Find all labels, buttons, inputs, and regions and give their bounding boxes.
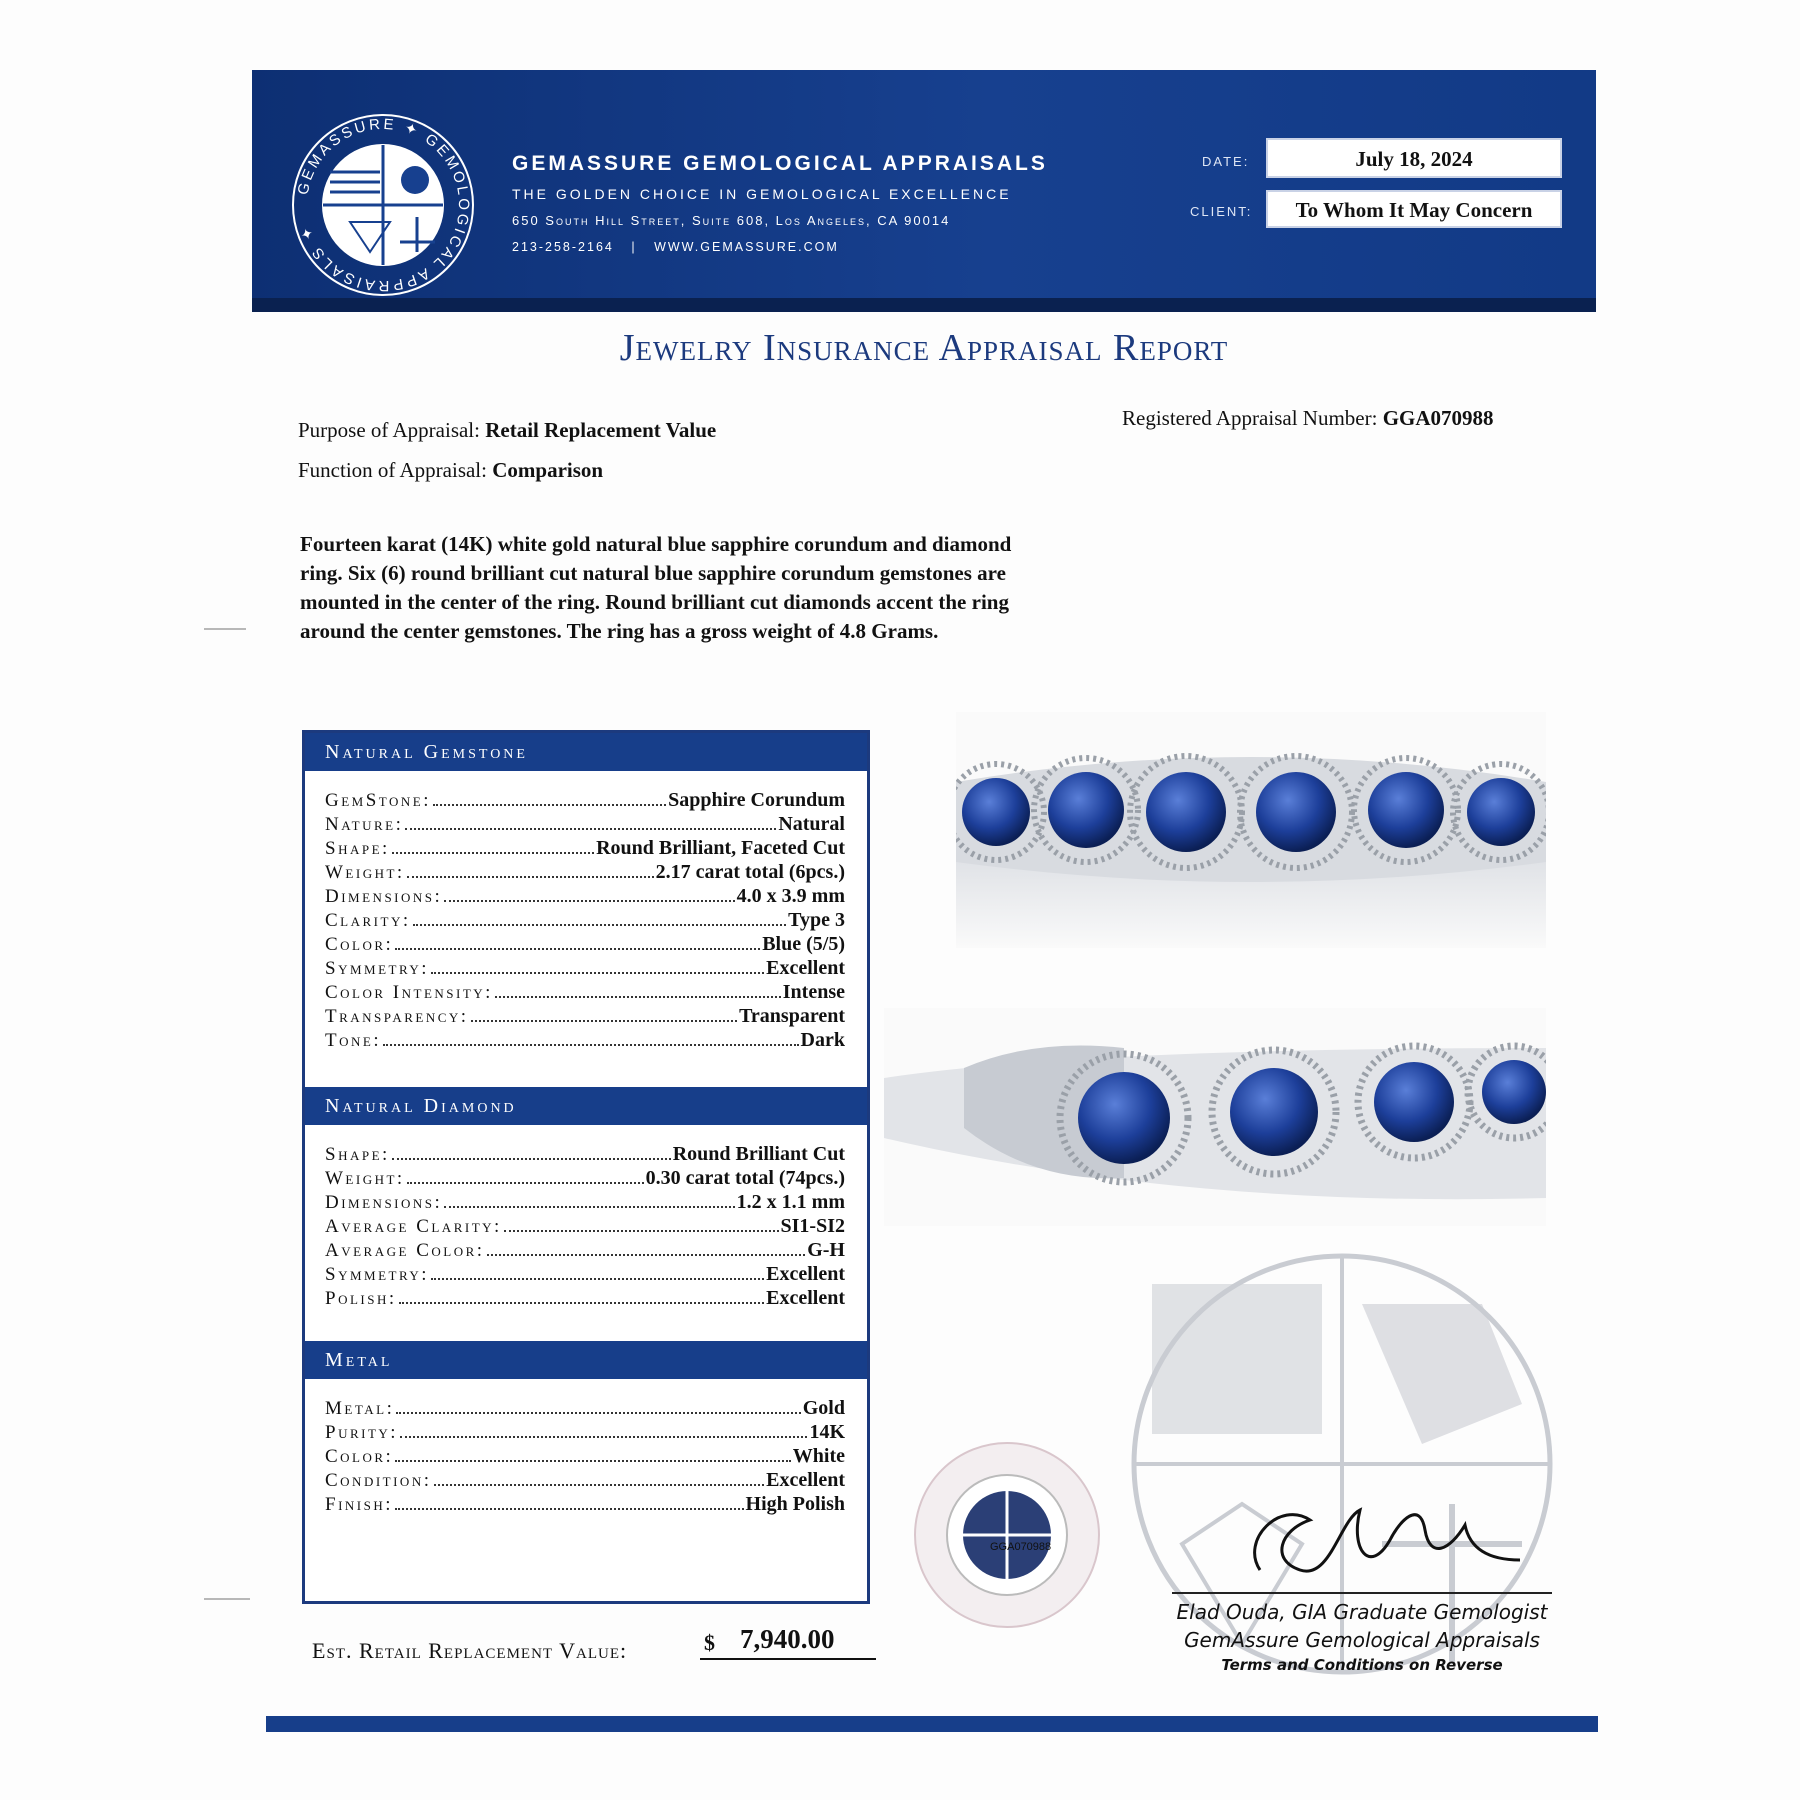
gemstone-row-label: Clarity: (325, 910, 411, 931)
registered-label: Registered Appraisal Number: (1122, 406, 1378, 430)
leader-dots (392, 852, 594, 854)
gemstone-row-label: Nature: (325, 814, 404, 835)
metal-row-value: Gold (802, 1397, 845, 1419)
signature-image (1220, 1480, 1550, 1592)
leader-dots (495, 996, 781, 998)
gemstone-row-label: Weight: (325, 862, 405, 883)
purpose-of-appraisal (298, 418, 716, 443)
company-name: GEMASSURE GEMOLOGICAL APPRAISALS (512, 152, 1048, 175)
gemstone-row-label: Symmetry: (325, 958, 430, 979)
gemstone-row-value: Excellent (766, 957, 845, 979)
gemstone-row-label: Color: (325, 934, 394, 955)
retail-value-currency: $ (704, 1630, 715, 1655)
gemstone-row (325, 813, 845, 837)
gemstone-row-value: Sapphire Corundum (668, 789, 845, 811)
gemstone-row (325, 909, 845, 933)
leader-dots (487, 1254, 806, 1256)
metal-row-value: 14K (809, 1421, 845, 1443)
function-value: Comparison (492, 458, 604, 482)
metal-row-label: Metal: (325, 1398, 395, 1419)
section-header-diamond: Natural Diamond (305, 1087, 867, 1125)
gemstone-row-value: 2.17 carat total (6pcs.) (655, 861, 845, 883)
gemstone-row (325, 861, 845, 885)
gemstone-row-label: GemStone: (325, 790, 431, 811)
metal-row-label: Finish: (325, 1494, 394, 1515)
gemstone-row (325, 1029, 845, 1053)
leader-dots (395, 1508, 744, 1510)
leader-dots (392, 1158, 671, 1160)
diamond-row-value: Round Brilliant Cut (672, 1143, 845, 1165)
company-phone: 213-258-2164 (512, 240, 614, 254)
gemstone-rows (325, 789, 845, 1053)
diamond-row-label: Average Color: (325, 1240, 485, 1261)
metal-row-label: Purity: (325, 1422, 399, 1443)
retail-value-underline (700, 1658, 876, 1660)
metal-row (325, 1493, 845, 1517)
leader-dots (434, 1484, 765, 1486)
gemstone-row-label: Tone: (325, 1030, 382, 1051)
diamond-row-value: G-H (807, 1239, 845, 1261)
specifications-table (302, 730, 870, 1604)
metal-rows (325, 1397, 845, 1517)
leader-dots (395, 948, 760, 950)
diamond-row-label: Symmetry: (325, 1264, 430, 1285)
svg-text:GEMASSURE ✦ GEMOLOGICAL APPRAI: GEMASSURE ✦ GEMOLOGICAL APPRAISALS ✦ (294, 115, 473, 295)
gemstone-row-label: Color Intensity: (325, 982, 493, 1003)
ring-photo-side (884, 1008, 1546, 1226)
footer-bar (266, 1716, 1598, 1732)
metal-row (325, 1445, 845, 1469)
leader-dots (444, 1206, 734, 1208)
leader-dots (407, 1182, 644, 1184)
metal-row-value: Excellent (766, 1469, 845, 1491)
gemstone-row-label: Shape: (325, 838, 390, 859)
leader-dots (431, 972, 764, 974)
metal-row (325, 1397, 845, 1421)
diamond-row-value: Excellent (766, 1287, 845, 1309)
leader-dots (413, 924, 787, 926)
gemstone-row-value: Transparent (739, 1005, 845, 1027)
certified-stamp (912, 1440, 1102, 1630)
diamond-row-label: Dimensions: (325, 1192, 443, 1213)
diamond-row (325, 1143, 845, 1167)
item-description: Fourteen karat (14K) white gold natural blue sapphire corundum and diamond ring. Six (6) round brilliant cut natural blue sapphire corundum gemstones are mounted in the center of the ring. Round brilliant cut diamonds accent the ring around the center gemstones. The ring has a gross weight of 4.8 Grams. (300, 532, 1012, 643)
section-header-gemstone: Natural Gemstone (305, 733, 867, 771)
gemstone-row (325, 789, 845, 813)
retail-value-amount: 7,940.00 (740, 1624, 835, 1654)
leader-dots (399, 1302, 765, 1304)
metal-row-label: Condition: (325, 1470, 432, 1491)
ring-photo-top (956, 712, 1546, 948)
gemstone-row (325, 933, 845, 957)
diamond-row-value: 1.2 x 1.1 mm (736, 1191, 845, 1213)
gemstone-row-value: Blue (5/5) (762, 933, 845, 955)
function-label: Function of Appraisal: (298, 458, 487, 482)
leader-dots (383, 1044, 798, 1046)
scan-mark (204, 628, 246, 630)
metal-row-value: High Polish (745, 1493, 845, 1515)
leader-dots (405, 828, 776, 830)
leader-dots (444, 900, 734, 902)
gemstone-row-value: Type 3 (788, 909, 845, 931)
report-title: Jewelry Insurance Appraisal Report (619, 327, 1229, 369)
diamond-rows (325, 1143, 845, 1311)
diamond-row-label: Weight: (325, 1168, 405, 1189)
metal-row-value: White (792, 1445, 845, 1467)
diamond-row-label: Polish: (325, 1288, 397, 1309)
contact-separator: | (631, 240, 637, 254)
metal-row (325, 1421, 845, 1445)
section-header-metal: Metal (305, 1341, 867, 1379)
leader-dots (396, 1412, 800, 1414)
registered-value: GGA070988 (1382, 406, 1494, 430)
diamond-row (325, 1239, 845, 1263)
company-seal-logo (290, 112, 476, 298)
scan-mark (204, 1598, 250, 1600)
retail-value-label: Est. Retail Replacement Value: (312, 1638, 628, 1663)
gemstone-row-label: Dimensions: (325, 886, 443, 907)
appraiser-company: GemAssure Gemological Appraisals (1184, 1628, 1540, 1652)
leader-dots (433, 804, 666, 806)
purpose-value: Retail Replacement Value (485, 418, 717, 442)
company-address: 650 South Hill Street, Suite 608, Los Angeles, CA 90014 (512, 213, 951, 228)
metal-row (325, 1469, 845, 1493)
leader-dots (400, 1436, 807, 1438)
signature-line (1172, 1592, 1552, 1594)
diamond-row (325, 1215, 845, 1239)
company-website: WWW.GEMASSURE.COM (654, 240, 839, 254)
diamond-row (325, 1263, 845, 1287)
diamond-row-value: 0.30 carat total (74pcs.) (645, 1167, 845, 1189)
diamond-row-label: Shape: (325, 1144, 390, 1165)
gemstone-row (325, 837, 845, 861)
metal-row-label: Color: (325, 1446, 394, 1467)
diamond-row-value: Excellent (766, 1263, 845, 1285)
terms-note: Terms and Conditions on Reverse (1221, 1656, 1503, 1674)
gemstone-row-value: Natural (778, 813, 845, 835)
leader-dots (431, 1278, 764, 1280)
gemstone-row-value: 4.0 x 3.9 mm (736, 885, 845, 907)
gemstone-row (325, 957, 845, 981)
gemstone-row (325, 1005, 845, 1029)
diamond-row-value: SI1-SI2 (780, 1215, 845, 1237)
diamond-row (325, 1287, 845, 1311)
function-of-appraisal (298, 458, 603, 483)
company-contact (512, 240, 839, 254)
leader-dots (395, 1460, 790, 1462)
diamond-row-label: Average Clarity: (325, 1216, 502, 1237)
client-value: To Whom It May Concern (1266, 190, 1562, 228)
gemstone-row (325, 885, 845, 909)
registered-appraisal-number (1122, 406, 1494, 431)
date-value: July 18, 2024 (1266, 138, 1562, 178)
leader-dots (471, 1020, 738, 1022)
client-label: CLIENT: (1190, 204, 1253, 219)
diamond-row (325, 1167, 845, 1191)
company-tagline: THE GOLDEN CHOICE IN GEMOLOGICAL EXCELLENCE (512, 186, 1012, 202)
purpose-label: Purpose of Appraisal: (298, 418, 480, 442)
gemstone-row-value: Round Brilliant, Faceted Cut (596, 837, 845, 859)
diamond-row (325, 1191, 845, 1215)
date-label: DATE: (1202, 154, 1250, 169)
gemstone-row-value: Intense (782, 981, 845, 1003)
leader-dots (504, 1230, 779, 1232)
gemstone-row-label: Transparency: (325, 1006, 469, 1027)
gemstone-row-value: Dark (800, 1029, 845, 1051)
leader-dots (407, 876, 654, 878)
appraiser-name: Elad Ouda, GIA Graduate Gemologist (1176, 1600, 1548, 1624)
gemstone-row (325, 981, 845, 1005)
stamp-number: GGA070988 (990, 1541, 1052, 1553)
